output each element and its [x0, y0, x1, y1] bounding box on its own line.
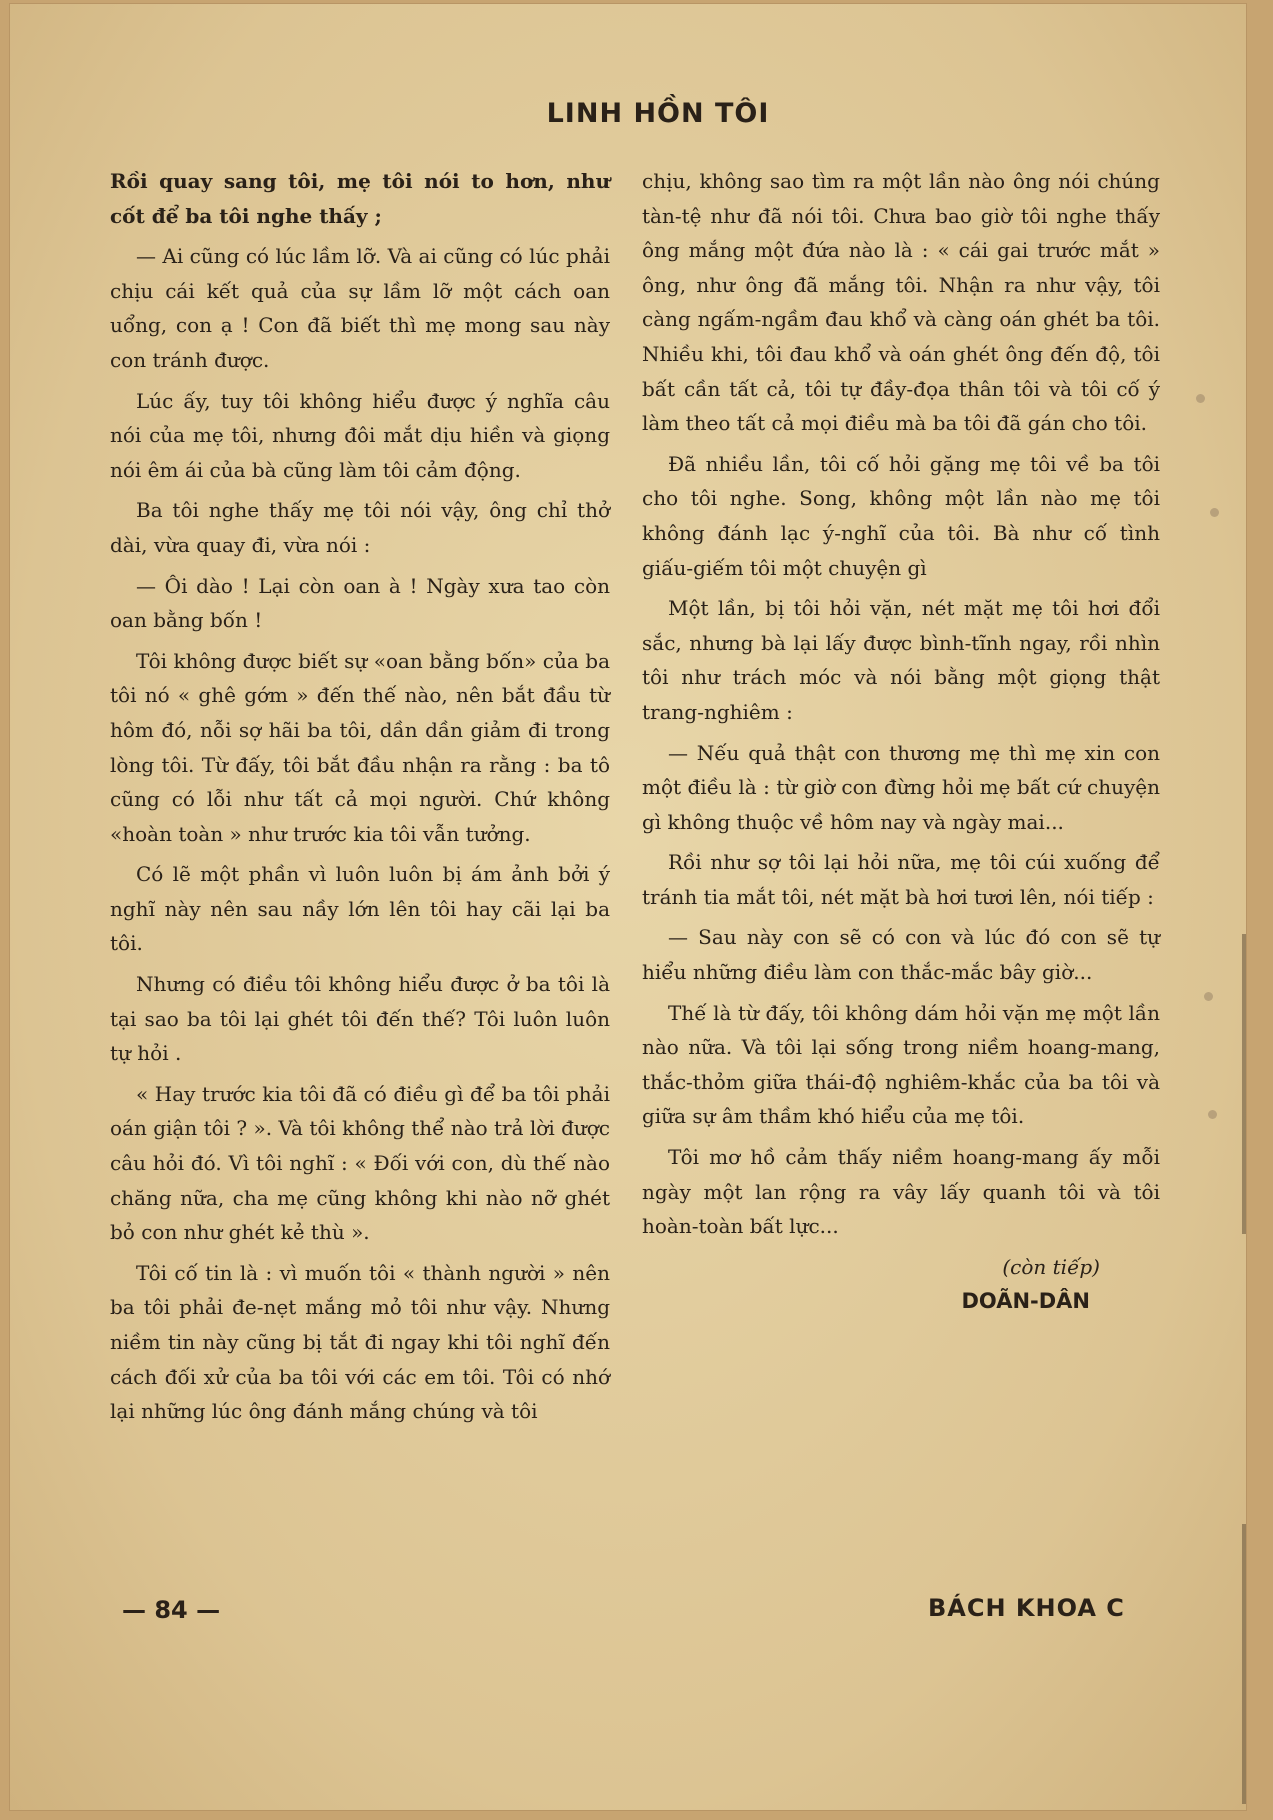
page-number: — 84 —: [122, 1596, 221, 1624]
paragraph: — Ai cũng có lúc lầm lỡ. Và ai cũng có lúc phải chịu cái kết quả của sự lầm lỡ một cách oan uổng, con ạ ! Con đã biết thì mẹ mong sau này con tránh được.: [110, 244, 610, 372]
binding-hole-icon: [1210, 508, 1219, 517]
paragraph: — Sau này con sẽ có con và lúc đó con sẽ tự hiểu những điều làm con thắc-mắc bây giờ...: [642, 925, 1160, 985]
paragraph: — Ôi dào ! Lại còn oan à ! Ngày xưa tao còn oan bằng bốn !: [110, 573, 610, 633]
paragraph: Tôi cố tin là : vì muốn tôi « thành người » nên ba tôi phải đe-nẹt mắng mỏ tôi như vậy. Nhưng niềm tin này cũng bị tắt đi ngay khi tôi nghĩ đến cách đối xử của ba tôi với các em tôi. Tôi có nhớ lại những lúc ông đánh mắng chúng và tôi: [110, 1260, 610, 1424]
paragraph: Lúc ấy, tuy tôi không hiểu được ý nghĩa câu nói của mẹ tôi, nhưng đôi mắt dịu hiền và giọng nói êm ái của bà cũng làm tôi cảm động.: [110, 388, 610, 482]
binding-hole-icon: [1196, 394, 1205, 403]
left-column: [110, 164, 610, 1435]
magazine-name: BÁCH KHOA C: [928, 1594, 1125, 1622]
paragraph: Thế là từ đấy, tôi không dám hỏi vặn mẹ một lần nào nữa. Và tôi lại sống trong niềm hoang-mang, thắc-thỏm giữa thái-độ nghiêm-khắc của ba tôi và giữa sự âm thầm khó hiểu của mẹ tôi.: [642, 1000, 1160, 1129]
page-fold-mark: [1242, 1524, 1246, 1804]
binding-hole-icon: [1208, 1110, 1217, 1119]
scanned-page: [10, 4, 1246, 1810]
author-name: DOÃN-DÂN: [961, 1288, 1090, 1313]
paragraph: Nhưng có điều tôi không hiểu được ở ba tôi là tại sao ba tôi lại ghét tôi đến thế? Tôi luôn luôn tự hỏi .: [110, 972, 610, 1066]
paragraph: Một lần, bị tôi hỏi vặn, nét mặt mẹ tôi hơi đổi sắc, nhưng bà lại lấy được bình-tĩnh ngay, rồi nhìn tôi như trách móc và nói bằng một giọng thật trang-nghiêm :: [642, 596, 1160, 724]
page-fold-mark: [1242, 934, 1246, 1234]
paragraph: Tôi mơ hồ cảm thấy niềm hoang-mang ấy mỗi ngày một lan rộng ra vây lấy quanh tôi và tôi hoàn-toàn bất lực...: [642, 1145, 1160, 1239]
paragraph: Tôi không được biết sự «oan bằng bốn» của ba tôi nó « ghê gớm » đến thế nào, nên bắt đầu từ hôm đó, nỗi sợ hãi ba tôi, dần dần giảm đi trong lòng tôi. Từ đấy, tôi bắt đầu nhận ra rằng : ba tô cũng có lỗi như tất cả mọi người. Chứ không «hoàn toàn » như trước kia tôi vẫn tưởng.: [110, 648, 610, 846]
running-title: LINH HỒN TÔI: [546, 98, 770, 129]
paragraph: Rồi như sợ tôi lại hỏi nữa, mẹ tôi cúi xuống để tránh tia mắt tôi, nét mặt bà hơi tươi lên, nói tiếp :: [642, 850, 1160, 909]
paragraph: — Nếu quả thật con thương mẹ thì mẹ xin con một điều là : từ giờ con đừng hỏi mẹ bất cứ chuyện gì không thuộc về hôm nay và ngày mai...: [642, 740, 1160, 834]
binding-hole-icon: [1204, 992, 1213, 1001]
paragraph: Ba tôi nghe thấy mẹ tôi nói vậy, ông chỉ thở dài, vừa quay đi, vừa nói :: [110, 498, 610, 557]
to-be-continued: (còn tiếp): [1002, 1254, 1100, 1279]
paragraph: Có lẽ một phần vì luôn luôn bị ám ảnh bởi ý nghĩ này nên sau nầy lớn lên tôi hay cãi lại ba tôi.: [110, 862, 610, 956]
paragraph: Đã nhiều lần, tôi cố hỏi gặng mẹ tôi về ba tôi cho tôi nghe. Song, không một lần nào mẹ tôi không đánh lạc ý-nghĩ của tôi. Bà như cố tình giấu-giếm tôi một chuyện gì: [642, 451, 1160, 580]
paragraph: Rồi quay sang tôi, mẹ tôi nói to hơn, như cốt để ba tôi nghe thấy ;: [110, 169, 610, 228]
right-column: [642, 164, 1160, 1318]
paragraph: « Hay trước kia tôi đã có điều gì để ba tôi phải oán giận tôi ? ». Và tôi không thể nào trả lời được câu hỏi đó. Vì tôi nghĩ : « Đối với con, dù thế nào chăng nữa, cha mẹ cũng không khi nào nỡ ghét bỏ con như ghét kẻ thù ».: [110, 1081, 611, 1245]
paragraph: chịu, không sao tìm ra một lần nào ông nói chúng tàn-tệ như đã nói tôi. Chưa bao giờ tôi nghe thấy ông mắng một đứa nào là : « cái gai trước mắt » ông, như ông đã mắng tôi. Nhận ra như vậy, tôi càng ngấm-ngầm đau khổ và càng oán ghét ba tôi. Nhiều khi, tôi đau khổ và oán ghét ông đến độ, tôi bất cần tất cả, tôi tự đầy-đọa thân tôi và tôi cố ý làm theo tất cả mọi điều mà ba tôi đã gán cho tôi.: [642, 169, 1160, 436]
